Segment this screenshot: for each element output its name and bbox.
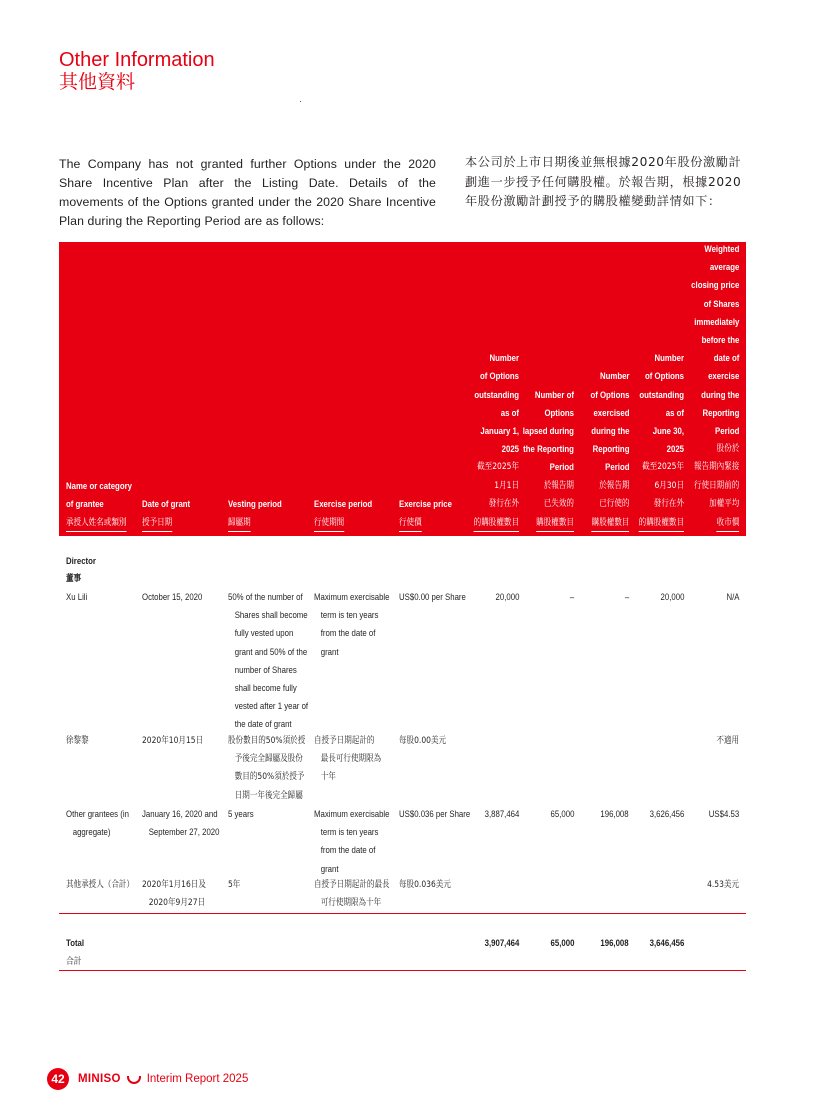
row-others-lapsed: 65,000 bbox=[550, 809, 574, 819]
row-others-vesting: 5 years bbox=[228, 809, 254, 819]
page-title-zh: 其他資料 bbox=[59, 71, 136, 93]
row-others-date: January 16, 2020 and September 27, 2020 bbox=[142, 809, 220, 838]
row-xu-exercised: – bbox=[624, 592, 629, 602]
row-total-label: Total 合計 bbox=[66, 938, 85, 967]
row-xu-zh-price: 每股0.00美元 bbox=[399, 736, 447, 746]
header-outstanding-end: Number of Options outstanding as of June 30, 2025 截至2025年 6月30日 發行在外 的購股權數目 bbox=[639, 349, 684, 532]
page-title-en: Other Information bbox=[59, 49, 215, 71]
row-total-outstanding-end: 3,646,456 bbox=[649, 938, 684, 948]
table-header bbox=[59, 242, 746, 536]
row-xu-vesting: 50% of the number of Shares shall become fully vested upon grant and 50% of the number of Shares shall become fully vested after 1 year of the date of grant bbox=[228, 592, 309, 730]
stray-dot bbox=[300, 101, 301, 102]
row-others-exercised: 196,008 bbox=[600, 809, 629, 819]
row-xu-zh-name: 徐黎黎 bbox=[66, 736, 89, 746]
report-title: Interim Report 2025 bbox=[146, 1073, 249, 1085]
row-xu-price: US$0.00 per Share bbox=[399, 592, 466, 602]
header-date-of-grant: Date of grant 授予日期 bbox=[142, 495, 190, 532]
row-others-zh-wavg: 4.53美元 bbox=[707, 880, 739, 890]
row-xu-name: Xu Lili bbox=[66, 592, 88, 602]
row-others-zh-exercise-period: 自授予日期起計的最長 可行使期限為十年 bbox=[314, 880, 390, 909]
intro-paragraph-zh: 本公司於上市日期後並無根據2020年股份激勵計劃進一步授予任何購股權。於報告期，根據2020年股份激勵計劃授予的購股權變動詳情如下： bbox=[465, 155, 742, 208]
header-lapsed: Number of Options lapsed during the Reporting Period 於報告期 已失效的 購股權數目 bbox=[523, 386, 574, 532]
row-others-outstanding-end: 3,626,456 bbox=[649, 809, 684, 819]
row-xu-outstanding-end: 20,000 bbox=[660, 592, 684, 602]
row-xu-date: October 15, 2020 bbox=[142, 592, 203, 602]
row-xu-wavg: N/A bbox=[725, 592, 739, 602]
row-others-outstanding-start: 3,887,464 bbox=[484, 809, 519, 819]
row-total-exercised: 196,008 bbox=[600, 938, 629, 948]
brand-logo: MINISO bbox=[78, 1073, 121, 1085]
page-header bbox=[59, 49, 215, 93]
row-total-outstanding-start: 3,907,464 bbox=[484, 938, 519, 948]
row-xu-zh-vesting: 股份數目的50%須於授 予後完全歸屬及股份 數目的50%須於授予 日期一年後完全歸屬 bbox=[228, 736, 306, 801]
row-others-name: Other grantees (in aggregate) bbox=[66, 809, 129, 838]
smile-logo-icon bbox=[127, 1076, 141, 1084]
divider-before-total bbox=[59, 913, 746, 914]
row-xu-exercise-period: Maximum exercisable term is ten years from the date of grant bbox=[314, 592, 390, 657]
header-outstanding-start: Number of Options outstanding as of January 1, 2025 截至2025年 1月1日 發行在外 的購股權數目 bbox=[474, 349, 519, 532]
header-exercised: Number of Options exercised during the Reporting Period 於報告期 已行使的 購股權數目 bbox=[590, 367, 629, 532]
header-name-of-grantee: Name or category of grantee 承授人姓名或類別 bbox=[66, 477, 132, 532]
header-exercise-period: Exercise period 行使期間 bbox=[314, 495, 372, 532]
divider-after-total bbox=[59, 970, 746, 971]
header-weighted-average-price: Weighted average closing price of Shares immediately before the date of exercise during the Reporting Period 股份於 報告期內緊接 行使日期前的 加權平均 收市價 bbox=[691, 240, 739, 532]
row-others-exercise-period: Maximum exercisable term is ten years from the date of grant bbox=[314, 809, 390, 874]
page-number-text: 42 bbox=[51, 1072, 65, 1086]
intro-paragraph-en: The Company has not granted further Options under the 2020 Share Incentive Plan after the Listing Date. Details of the movements of the Options granted under the 2020 Share Incentive Plan during the Reporting Period are as follows: bbox=[59, 157, 436, 228]
header-vesting-period: Vesting period 歸屬期 bbox=[228, 495, 282, 532]
row-xu-zh-wavg: 不適用 bbox=[716, 736, 739, 746]
row-xu-zh-exercise-period: 自授予日期起計的 最長可行使期限為 十年 bbox=[314, 736, 382, 783]
page-footer bbox=[47, 1067, 248, 1091]
section-director-zh: 董事 bbox=[66, 574, 82, 584]
row-others-zh-name: 其他承授人（合計） bbox=[66, 880, 135, 890]
row-others-zh-price: 每股0.036美元 bbox=[399, 880, 451, 890]
header-exercise-price: Exercise price 行使價 bbox=[399, 495, 452, 532]
row-others-wavg: US$4.53 bbox=[708, 809, 739, 819]
row-others-price: US$0.036 per Share bbox=[399, 809, 471, 819]
row-xu-lapsed: – bbox=[569, 592, 574, 602]
row-total-lapsed: 65,000 bbox=[550, 938, 574, 948]
page-number bbox=[47, 1068, 69, 1090]
section-director-en: Director bbox=[66, 556, 96, 566]
row-xu-zh-date: 2020年10月15日 bbox=[142, 736, 204, 746]
row-others-zh-vesting: 5年 bbox=[228, 880, 241, 890]
row-others-zh-date: 2020年1月16日及 2020年9月27日 bbox=[142, 880, 206, 909]
row-xu-outstanding-start: 20,000 bbox=[495, 592, 519, 602]
